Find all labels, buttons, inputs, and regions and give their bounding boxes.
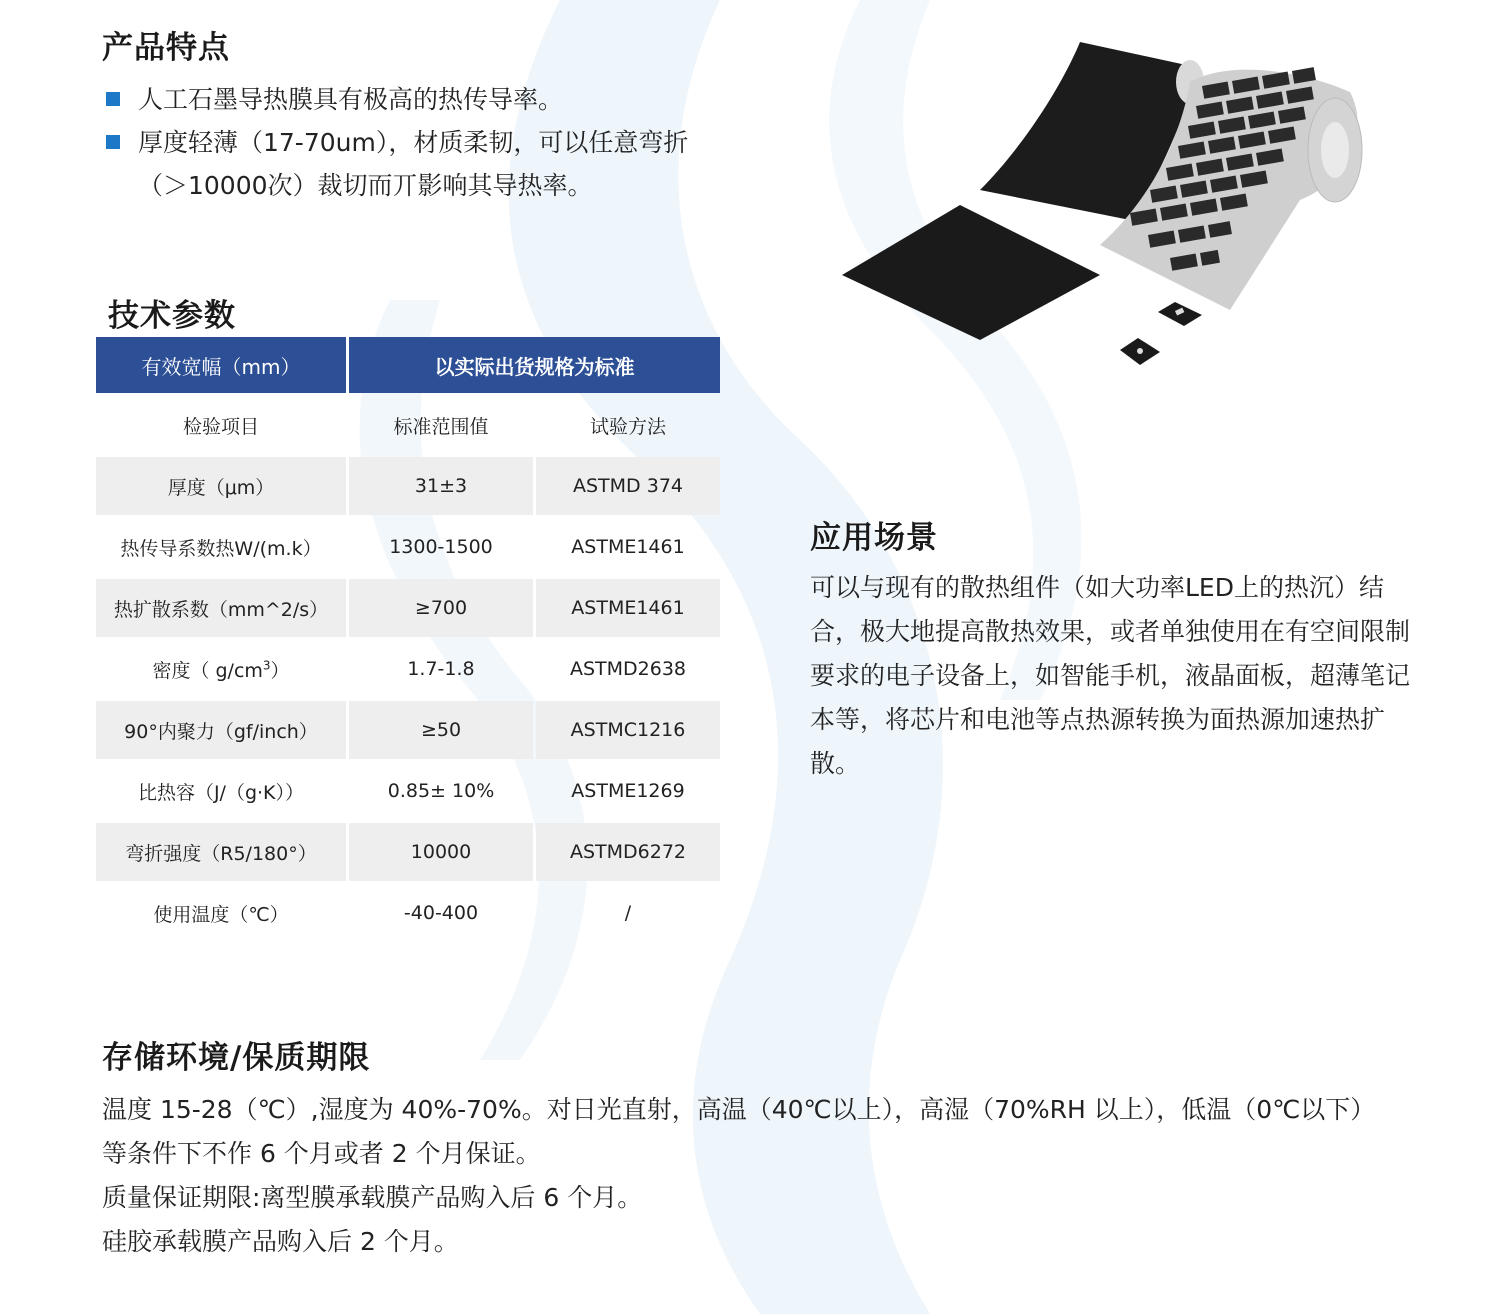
spec-range: 1300-1500: [389, 536, 493, 558]
application-text: 可以与现有的散热组件（如大功率LED上的热沉）结合，极大地提高散热效果，或者单独使用在有空间限制要求的电子设备上，如智能手机，液晶面板，超薄笔记本等，将芯片和电池等点热源转换为面热源加速热扩散。: [810, 573, 1411, 778]
spec-method: ASTME1269: [571, 780, 685, 802]
spec-range: 31±3: [349, 457, 533, 515]
superscript: 3: [262, 658, 271, 673]
spec-range: ≥50: [349, 701, 533, 759]
spec-item: 厚度（μm）: [96, 457, 346, 515]
spec-range: 10000: [349, 823, 533, 881]
feature-text: 人工石墨导热膜具有极高的热传导率。: [138, 85, 564, 114]
table-row: [96, 701, 720, 759]
spec-item-text: 密度（ g/cm: [152, 659, 263, 682]
spec-method: ASTME1461: [536, 579, 720, 637]
feature-item: [100, 78, 740, 121]
spec-item: 90°内聚力（gf/inch）: [96, 701, 346, 759]
table-row: [96, 762, 720, 820]
release-film-warranty-text: 质量保证期限:离型膜承载膜产品购入后 6 个月。: [102, 1183, 643, 1212]
table-row: [96, 823, 720, 881]
spec-table-column-row: [96, 396, 720, 454]
table-row: [96, 579, 720, 637]
application-title: 应用场景: [810, 520, 938, 556]
spec-item: [96, 640, 346, 698]
spec-item: 热扩散系数（mm^2/s）: [96, 579, 346, 637]
spec-method: ASTMD6272: [536, 823, 720, 881]
storage-title: 存储环境/保质期限: [102, 1040, 371, 1076]
square-bullet-icon: [106, 92, 120, 106]
spec-method: /: [624, 902, 632, 924]
table-row: [96, 884, 720, 942]
square-bullet-icon: [106, 135, 120, 149]
spec-item: 弯折强度（R5/180°）: [96, 823, 346, 881]
spec-range: 0.85± 10%: [387, 780, 495, 802]
feature-text: 厚度轻薄（17-70um），材质柔韧，可以任意弯折（＞10000次）裁切而丌影响其导热率。: [138, 128, 689, 200]
column-header: 检验项目: [182, 415, 259, 438]
spec-method: ASTMD2638: [569, 658, 687, 680]
table-row: [96, 640, 720, 698]
spec-method: ASTME1461: [571, 536, 685, 558]
features-list: [100, 78, 740, 207]
spec-table-header-row: [96, 337, 720, 393]
spec-method: ASTMD 374: [536, 457, 720, 515]
spec-range: -40-400: [403, 902, 479, 924]
column-header: 试验方法: [589, 415, 666, 438]
table-row: [96, 457, 720, 515]
specs-title: 技术参数: [108, 298, 236, 334]
spec-method: ASTMC1216: [536, 701, 720, 759]
graphite-film-roll-image: [830, 30, 1390, 380]
storage-conditions-text: 温度 15-28（℃）,湿度为 40%-70%。对日光直射，高温（40℃以上），高湿（70%RH 以上），低温（0℃以下）等条件下不作 6 个月或者 2 个月保证。: [102, 1095, 1376, 1168]
spec-range: ≥700: [349, 579, 533, 637]
spec-range: 1.7-1.8: [407, 658, 475, 680]
spec-item: 使用温度（℃）: [153, 903, 289, 926]
spec-table: [93, 334, 723, 945]
effective-width-label: 有效宽幅（mm）: [96, 337, 346, 393]
silicone-film-warranty-text: 硅胶承载膜产品购入后 2 个月。: [102, 1227, 459, 1256]
spec-item-tail: ）: [270, 659, 290, 682]
feature-item: [100, 121, 713, 207]
table-row: [96, 518, 720, 576]
column-header: 标准范围值: [393, 415, 489, 438]
spec-item: 热传导系数热W/(m.k）: [120, 537, 322, 560]
effective-width-value: 以实际出货规格为标准: [349, 337, 720, 393]
features-title: 产品特点: [102, 30, 230, 66]
spec-item: 比热容（J/（g·K））: [137, 781, 305, 804]
